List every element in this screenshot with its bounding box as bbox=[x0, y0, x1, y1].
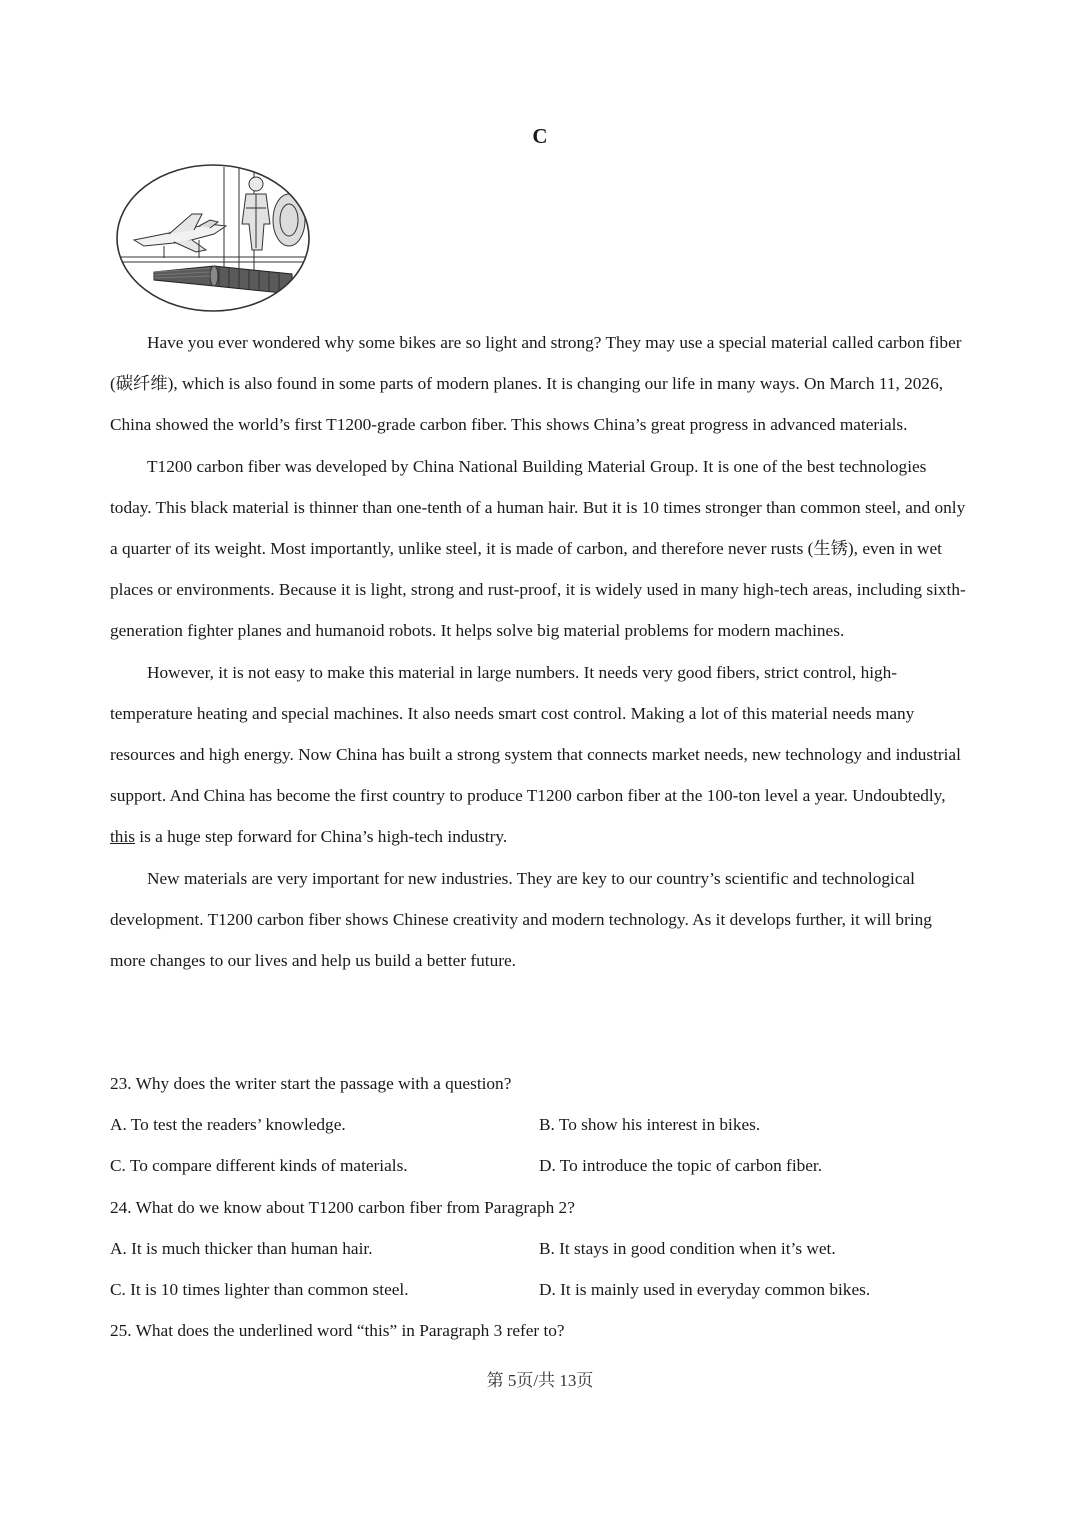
question-24-option-c: C. It is 10 times lighter than common steel. bbox=[110, 1279, 409, 1299]
underlined-word: this bbox=[110, 827, 135, 847]
question-23-option-a: A. To test the readers’ knowledge. bbox=[110, 1115, 346, 1135]
carbon-fiber-illustration bbox=[114, 162, 312, 314]
paragraph-2: T1200 carbon fiber was developed by China National Building Material Group. It is one of the best technologies today. This black material is thinner than one-tenth of a human hair. But it is 10 times stronger than common steel, and only a quarter of its weight. Most importantly, unlike steel, it is made of carbon, and therefore never rusts (生锈), even in wet places or environments. Because it is light, strong and rust-proof, it is widely used in many high-tech areas, including sixth-generation fighter planes and humanoid robots. It helps solve big material problems for modern machines. bbox=[110, 456, 966, 641]
paragraph-1: Have you ever wondered why some bikes are so light and strong? They may use a special material called carbon fiber (碳纤维), which is also found in some parts of modern planes. It is changing our life in many ways. On March 11, 2026, China showed the world’s first T1200-grade carbon fiber. This shows China’s great progress in advanced materials. bbox=[110, 333, 962, 435]
question-24-options-row-1 bbox=[110, 1228, 968, 1269]
paragraph-3-text-before: However, it is not easy to make this material in large numbers. It needs very good fibers, strict control, high-temperature heating and special machines. It also needs smart cost control. Making a lot of this material needs many resources and high energy. Now China has built a strong system that connects market needs, new technology and industrial support. And China has become the first country to produce T1200 carbon fiber at the 100-ton level a year. Undoubtedly, bbox=[110, 662, 961, 806]
question-24-option-b: B. It stays in good condition when it’s wet. bbox=[539, 1238, 836, 1258]
reading-passage bbox=[110, 322, 968, 981]
page-number: 第 5页/共 13页 bbox=[486, 1371, 594, 1390]
question-23-stem: 23. Why does the writer start the passage with a question? bbox=[110, 1074, 512, 1093]
question-24-option-a: A. It is much thicker than human hair. bbox=[110, 1238, 373, 1258]
question-25-stem: 25. What does the underlined word “this” in Paragraph 3 refer to? bbox=[110, 1321, 565, 1341]
question-24-stem: 24. What do we know about T1200 carbon fiber from Paragraph 2? bbox=[110, 1197, 575, 1217]
paragraph-3-text-after: is a huge step forward for China’s high-tech industry. bbox=[134, 827, 508, 847]
question-23-options-row-2 bbox=[110, 1145, 968, 1186]
question-23-option-c: C. To compare different kinds of materials. bbox=[110, 1156, 408, 1176]
paragraph-4: New materials are very important for new industries. They are key to our country’s scientific and technological development. T1200 carbon fiber shows Chinese creativity and modern technology. As it develops further, it will bring more changes to our lives and help us build a better future. bbox=[110, 868, 932, 971]
questions bbox=[110, 1063, 968, 1351]
question-24-options-row-2 bbox=[110, 1269, 968, 1310]
question-23-option-d: D. To introduce the topic of carbon fiber. bbox=[539, 1156, 823, 1176]
question-24-option-d: D. It is mainly used in everyday common bikes. bbox=[539, 1279, 871, 1299]
paragraph-3 bbox=[110, 652, 968, 858]
question-23-option-b: B. To show his interest in bikes. bbox=[539, 1115, 761, 1135]
section-letter: C bbox=[532, 124, 548, 148]
question-23-options-row-1 bbox=[110, 1104, 968, 1145]
